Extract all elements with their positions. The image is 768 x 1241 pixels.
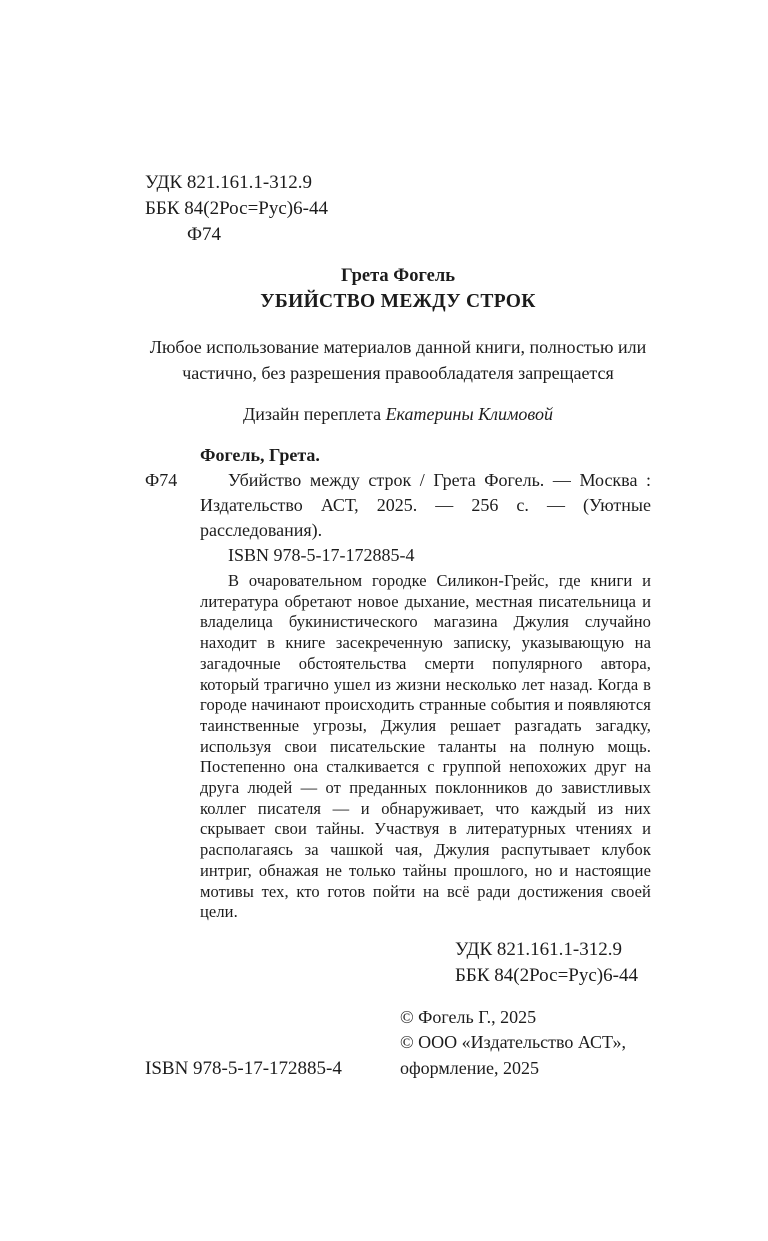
copyright-author: © Фогель Г., 2025	[400, 1006, 537, 1027]
author-sign-top: Ф74	[187, 224, 222, 245]
bbk-code-top: ББК 84(2Рос=Рус)6-44	[145, 198, 328, 219]
copyright-section	[145, 1005, 651, 1082]
bibliographic-codes-bottom	[455, 937, 651, 989]
cover-design-credit	[145, 402, 651, 427]
author-sign-catalog: Ф74	[145, 470, 178, 490]
book-title: УБИЙСТВО МЕЖДУ СТРОК	[260, 291, 536, 312]
copyright-lines	[400, 1005, 662, 1082]
design-credit-label: Дизайн переплета	[242, 404, 386, 424]
book-annotation: В очаровательном городке Силикон-Грейс, где книги и литература обретают новое дыхание, местная писательница и владелица букинистического магазина Джулия случайно находит в книге засекреченную записку, указывающую на загадочные обстоятельства смерти популярного автора, который трагично ушел из жизни несколько лет назад. Когда в городе начинают происходить странные события и появляются таинственные угрозы, Джулия решает разгадать загадку, используя свои писательские таланты на полную мощь. Постепенно она сталкивается с группой непохожих друг на друга людей — от преданных поклонников до завистливых коллег писателя — и обнаруживает, что каждый из них скрывает свои тайны. Участвуя в литературных чтениях и располагаясь за чашкой чая, Джулия распутывает клубок интриг, обнажая не только тайны прошлого, но и настоящие мотивы тех, кто готов пойти на всё ради достижения своей цели.	[200, 571, 651, 922]
book-author: Грета Фогель	[341, 266, 455, 286]
catalog-entry-text: Убийство между строк / Грета Фогель. — Москва : Издательство АСТ, 2025. — 256 с. — (Уютные расследования).	[200, 470, 651, 540]
isbn-catalog: ISBN 978-5-17-172885-4	[228, 545, 415, 565]
design-credit-name: Екатерины Климовой	[385, 404, 554, 424]
catalog-entry	[145, 468, 651, 543]
udk-code-bottom: УДК 821.161.1-312.9	[455, 938, 622, 960]
rights-notice: Любое использование материалов данной книги, полностью или частично, без разрешения правообладателя запрещается	[149, 337, 647, 383]
catalog-author-heading: Фогель, Грета.	[200, 445, 320, 465]
udk-code-top: УДК 821.161.1-312.9	[145, 172, 312, 193]
page-content	[145, 170, 651, 1081]
bbk-code-bottom: ББК 84(2Рос=Рус)6-44	[455, 964, 638, 986]
bibliographic-codes-top	[145, 170, 651, 248]
isbn-bottom: ISBN 978-5-17-172885-4	[145, 1058, 342, 1080]
catalog-card	[145, 443, 651, 923]
copyright-publisher: © ООО «Издательство АСТ», оформление, 2025	[400, 1032, 627, 1078]
